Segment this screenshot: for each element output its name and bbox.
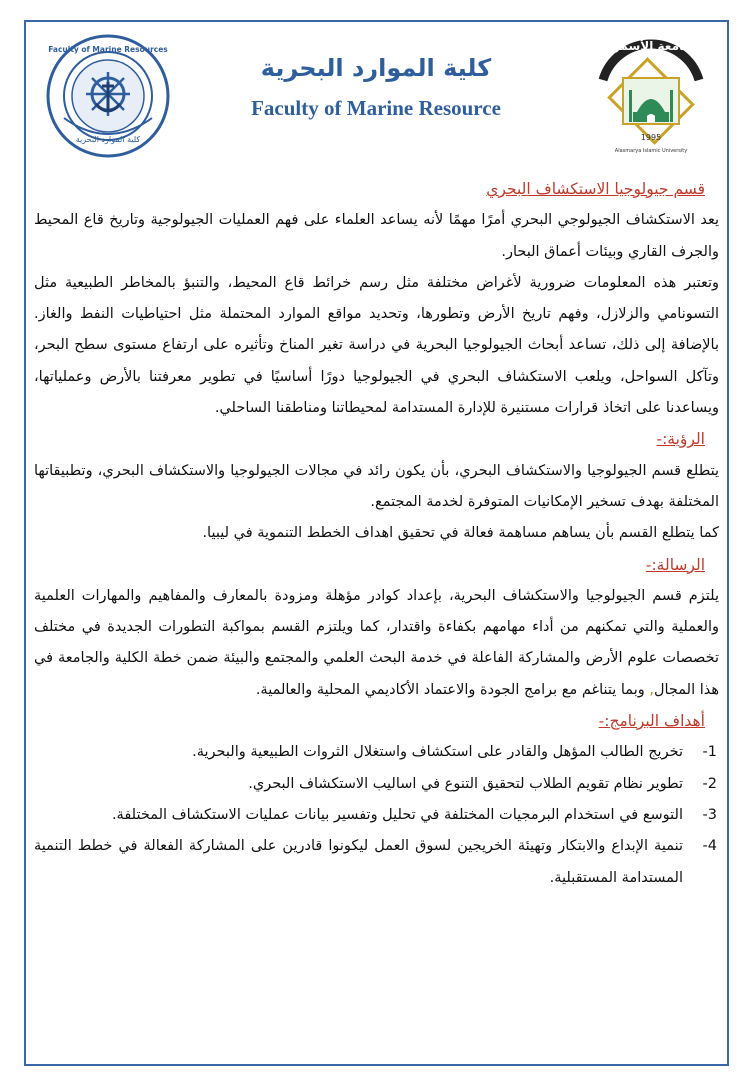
goal-item — [34, 769, 719, 800]
document-body — [34, 174, 719, 894]
goal-item — [34, 800, 719, 831]
letterhead — [26, 22, 727, 170]
mission-paragraph — [34, 581, 719, 706]
goal-item — [34, 831, 719, 894]
svg-text:الجامعة الأسمرية: الجامعة الأسمرية — [601, 39, 701, 53]
faculty-logo-icon — [44, 32, 172, 160]
goal-text: التوسع في استخدام البرمجيات المختلفة في تحليل وتفسير بيانات عمليات الاستكشاف المختلفة. — [111, 806, 683, 823]
mission-heading: الرسالة:- — [645, 555, 705, 574]
university-logo-icon — [589, 28, 713, 162]
goal-text: تخريج الطالب المؤهل والقادر على استكشاف واستغلال الثروات الطبيعية والبحرية. — [192, 744, 683, 761]
goal-number: -3 — [702, 806, 717, 823]
svg-text:كلية الموارد البحرية: كلية الموارد البحرية — [75, 135, 141, 144]
goal-number: -4 — [702, 838, 717, 855]
mission-comma: , — [649, 681, 654, 698]
document-page — [24, 20, 729, 1066]
intro-paragraph-2: وتعتبر هذه المعلومات ضرورية لأغراض مختلفة مثل رسم خرائط قاع المحيط، والتنبؤ بالمخاطر الطبيعية مثل التسونامي والزلازل، وفهم تاريخ الأرض وتطورها، وتحديد مواقع الموارد المحتملة مثل احتياطيات النفط والغاز. بالإضافة إلى ذلك، تساعد أبحاث الجيولوجيا البحرية في دراسة تغير المناخ وتأثيره على ارتفاع مستوى سطح البحر، وتآكل السواحل، ويلعب الاستكشاف البحري في الجيولوجيا دورًا أساسيًا في تطوير معرفتنا بالأرض وعملياتها، ويساعدنا على اتخاذ قرارات مستنيرة للإدارة المستدامة لمحيطاتنا ومناطقنا الساحلي. — [34, 274, 719, 417]
goal-item — [34, 737, 719, 768]
mission-text-start: يلتزم قسم الجيولوجيا والاستكشاف البحرية، بإعداد كوادر مؤهلة ومزودة بالمعارف والمفاهيم والمهارات العلمية والعملية والتي تمكنهم من أداء مهامهم بكفاءة واقتدار، كما ويلتزم القسم بمواكبة التطورات الجديدة في مختلف تخصصات علوم الأرض والمشاركة الفاعلة في خدمة البحث العلمي والمجتمع والبيئة ضمن خطة الكلية والجامعة في هذا المجال — [34, 587, 719, 698]
goal-number: -2 — [702, 775, 717, 792]
svg-text:Alasmarya Islamic University: Alasmarya Islamic University — [614, 148, 688, 154]
goal-text: تطوير نظام تقويم الطلاب لتحقيق التنوع في اساليب الاستكشاف البحري. — [248, 775, 683, 792]
goal-text: تنمية الإبداع والابتكار وتهيئة الخريجين لسوق العمل ليكونوا قادرين على المشاركة الفعالة في خطط التنمية المستدامة المستقبلية. — [34, 838, 683, 886]
department-heading: قسم جيولوجيا الاستكشاف البحري — [486, 180, 705, 198]
faculty-title-english: Faculty of Marine Resource — [251, 96, 501, 120]
vision-paragraph-1: يتطلع قسم الجيولوجيا والاستكشاف البحري، بأن يكون رائد في مجالات الجيولوجيا والاستكشاف البحري، وتطبيقاتها المختلفة بهدف تسخير الإمكانيات المتوفرة لخدمة المجتمع. — [34, 462, 719, 510]
vision-heading: الرؤية:- — [656, 430, 705, 449]
goals-heading: أهداف البرنامج:- — [598, 712, 705, 731]
svg-text:1995: 1995 — [640, 133, 662, 142]
vision-paragraph-2: كما يتطلع القسم بأن يساهم مساهمة فعالة في تحقيق اهداف الخطط التنموية في ليبيا. — [202, 525, 719, 542]
intro-paragraph-1: يعد الاستكشاف الجيولوجي البحري أمرًا مهمًا لأنه يساعد العلماء على فهم العمليات الجيولوجية وتاريخ قاع المحيط والجرف القاري وبيئات أعماق البحار. — [34, 212, 719, 260]
svg-text:Faculty of Marine Resources: Faculty of Marine Resources — [48, 45, 168, 54]
mission-text-end: وبما يتناغم مع برامج الجودة والاعتماد الأكاديمي المحلية والعالمية. — [255, 681, 650, 698]
goals-list — [34, 737, 719, 893]
goal-number: -1 — [702, 744, 717, 761]
faculty-title-arabic: كلية الموارد البحرية — [260, 54, 492, 82]
